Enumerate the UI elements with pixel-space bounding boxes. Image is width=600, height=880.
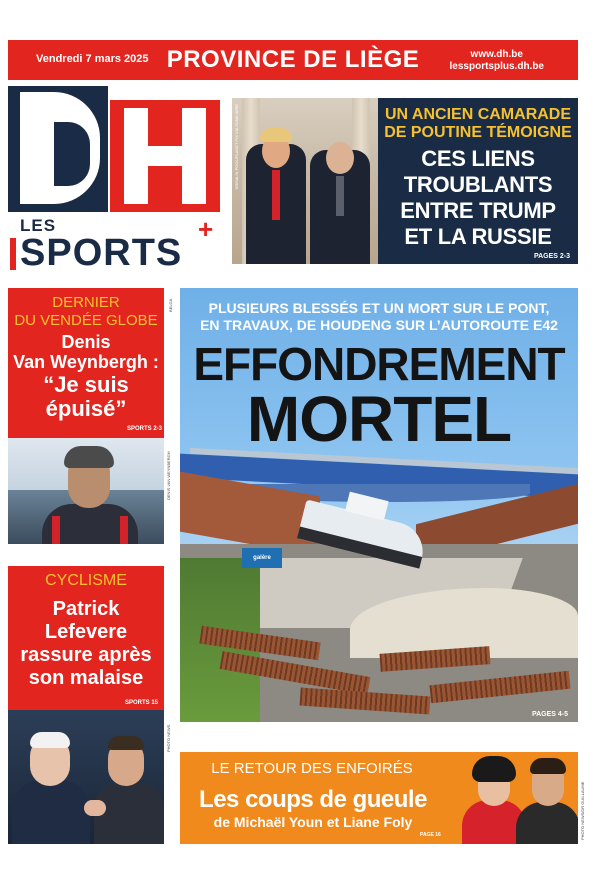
main-headline-line-2: MORTEL bbox=[246, 383, 512, 455]
cycling-story[interactable] bbox=[8, 566, 164, 710]
story-kicker: DERNIER DU VENDÉE GLOBE bbox=[14, 294, 158, 329]
vendee-globe-story[interactable] bbox=[8, 288, 164, 438]
main-headline-line-1: EFFONDREMENT bbox=[193, 338, 565, 390]
trump-russia-story[interactable] bbox=[378, 98, 578, 264]
photo-credit: KREMLIN POOL/PLANET PIX VIA ZUMA WIRE bbox=[234, 104, 239, 190]
story-kicker: LE RETOUR DES ENFOIRÉS bbox=[211, 760, 413, 777]
michael-youn-figure bbox=[516, 802, 578, 844]
logo-d-block bbox=[8, 86, 108, 212]
story-subtitle: PLUSIEURS BLESSÉS ET UN MORT SUR LE PONT, EN TRAVAUX, DE HOUDENG SUR L’AUTOROUTE E42 bbox=[200, 300, 558, 333]
website-link-sportsplus[interactable]: lessportsplus.dh.be bbox=[449, 61, 544, 72]
photo-credit: DENIS VAN WEYNBERGH bbox=[166, 451, 171, 500]
website-link-dh[interactable]: www.dh.be bbox=[470, 49, 523, 60]
site-sign: galère bbox=[242, 548, 282, 568]
photo-credit: PHOTO NEWS/DR GUILLAUME bbox=[580, 781, 585, 840]
logo-plus-icon: + bbox=[198, 214, 214, 244]
sailor-photo[interactable] bbox=[8, 438, 164, 544]
lefevere-photo[interactable] bbox=[8, 710, 164, 844]
story-subtitle: de Michaël Youn et Liane Foly bbox=[213, 814, 413, 830]
story-kicker: CYCLISME bbox=[45, 572, 127, 589]
photo-credit: BELGA bbox=[168, 298, 173, 312]
story-kicker: UN ANCIEN CAMARADE DE POUTINE TÉMOIGNE bbox=[384, 106, 572, 141]
story-headline: Les coups de gueule bbox=[199, 786, 427, 813]
logo-les-text: LES bbox=[20, 216, 57, 235]
logo-sports-text: SPORTS bbox=[10, 232, 182, 275]
website-links bbox=[450, 49, 544, 73]
story-headline: Denis Van Weynbergh : bbox=[13, 332, 159, 372]
page-reference: SPORTS 15 bbox=[124, 700, 158, 706]
dh-logo[interactable] bbox=[8, 86, 223, 276]
bridge-collapse-story[interactable] bbox=[180, 288, 578, 722]
page-reference: PAGES 4-5 bbox=[531, 711, 568, 718]
edition-banner bbox=[8, 40, 578, 80]
story-headline: Patrick Lefevere rassure après son malaise bbox=[20, 598, 152, 689]
page-reference: PAGES 2-3 bbox=[533, 253, 570, 260]
edition-title: PROVINCE DE LIÈGE bbox=[166, 46, 420, 73]
publication-date: Vendredi 7 mars 2025 bbox=[36, 53, 149, 65]
trump-putin-photo[interactable] bbox=[232, 98, 378, 264]
page-reference: PAGE 16 bbox=[420, 832, 441, 838]
story-headline: CES LIENS TROUBLANTS ENTRE TRUMP ET LA RUSSIE bbox=[400, 146, 556, 249]
story-quote: “Je suis épuisé” bbox=[43, 372, 129, 421]
page-reference: SPORTS 2-3 bbox=[126, 426, 162, 432]
enfoires-story[interactable] bbox=[180, 752, 578, 844]
logo-h-block bbox=[110, 100, 220, 212]
photo-credit: PHOTO NEWS bbox=[166, 724, 171, 752]
